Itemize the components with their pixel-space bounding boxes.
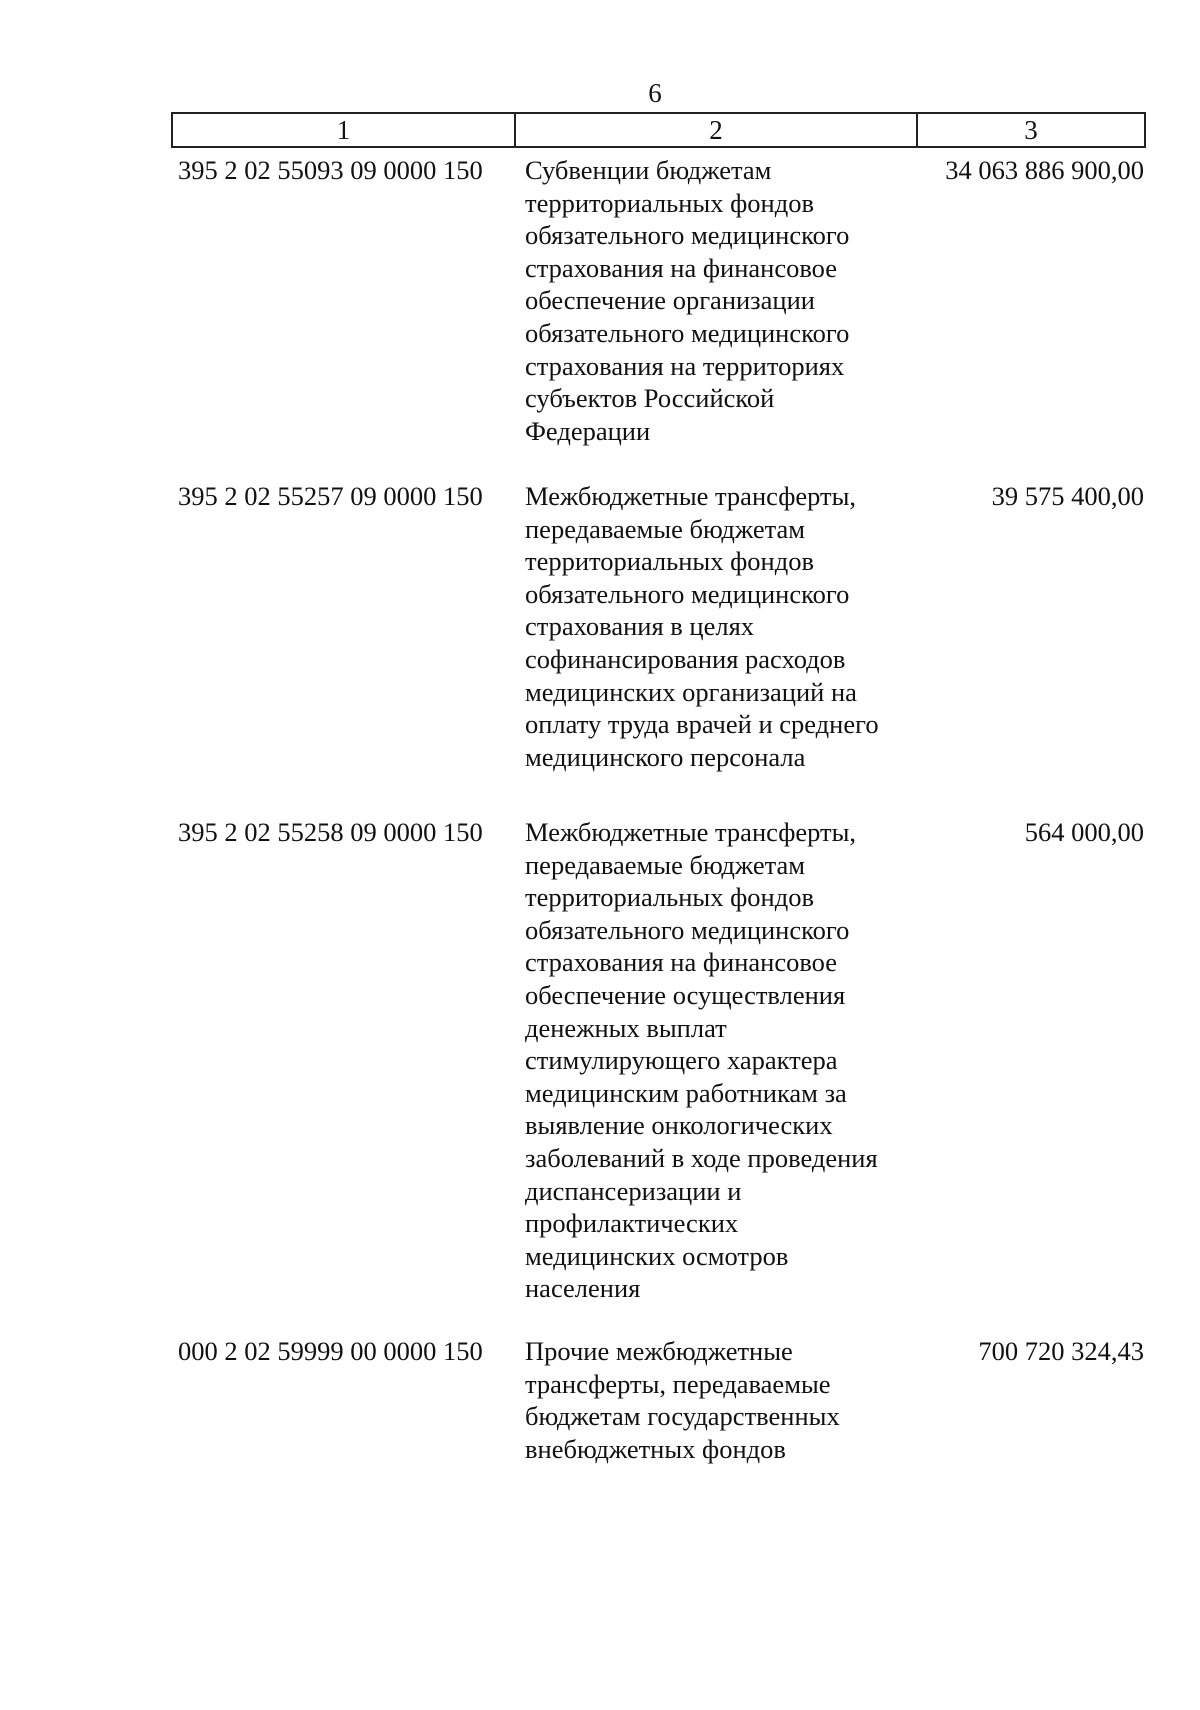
- row-amount: 564 000,00: [1024, 817, 1144, 847]
- description-line: трансферты, передаваемые: [525, 1368, 831, 1399]
- header-col-3: 3: [1024, 115, 1038, 145]
- description-line: субъектов Российской: [525, 383, 775, 414]
- table-row: [171, 1335, 1146, 1495]
- description-line: денежных выплат: [525, 1012, 727, 1043]
- description-line: выявление онкологических: [525, 1110, 833, 1141]
- table-row: [171, 816, 1146, 1335]
- description-line: медицинским работникам за: [525, 1077, 847, 1108]
- row-code: 395 2 02 55093 09 0000 150: [178, 155, 483, 185]
- description-line: передаваемые бюджетам: [525, 513, 806, 544]
- table-row: [171, 154, 1146, 480]
- description-line: территориальных фондов: [525, 882, 814, 913]
- description-line: территориальных фондов: [525, 546, 814, 577]
- row-code: 395 2 02 55258 09 0000 150: [178, 817, 483, 847]
- description-line: Межбюджетные трансферты,: [525, 817, 857, 847]
- description-line: обязательного медицинского: [525, 220, 850, 251]
- page-number: 6: [648, 78, 662, 108]
- row-description: [514, 816, 916, 1335]
- description-line: софинансирования расходов: [525, 643, 846, 674]
- description-line: медицинского персонала: [525, 741, 806, 772]
- description-line: Федерации: [525, 415, 651, 446]
- row-code: 000 2 02 59999 00 0000 150: [178, 1336, 483, 1366]
- description-line: передаваемые бюджетам: [525, 849, 806, 880]
- description-line: заболеваний в ходе проведения: [525, 1142, 878, 1173]
- row-amount: 34 063 886 900,00: [945, 155, 1144, 185]
- description-line: обязательного медицинского: [525, 578, 850, 609]
- description-line: стимулирующего характера: [525, 1045, 838, 1076]
- row-amount: 39 575 400,00: [991, 481, 1144, 511]
- table-body: [171, 154, 1146, 1495]
- description-line: внебюджетных фондов: [525, 1433, 786, 1464]
- description-line: страхования на финансовое: [525, 947, 837, 978]
- row-code: 395 2 02 55257 09 0000 150: [178, 481, 483, 511]
- table-header: [171, 112, 1146, 148]
- row-amount: 700 720 324,43: [978, 1336, 1144, 1366]
- table-row: [171, 480, 1146, 816]
- description-line: страхования в целях: [525, 611, 755, 642]
- header-col-2: 2: [516, 114, 918, 146]
- description-line: обеспечение осуществления: [525, 979, 846, 1010]
- description-line: медицинских осмотров: [525, 1240, 789, 1271]
- description-line: страхования на финансовое: [525, 252, 837, 283]
- description-line: Субвенции бюджетам: [525, 155, 772, 185]
- description-line: медицинских организаций на: [525, 676, 857, 707]
- description-line: Межбюджетные трансферты,: [525, 481, 857, 511]
- description-line: обеспечение организации: [525, 285, 815, 316]
- description-line: диспансеризации и: [525, 1175, 742, 1206]
- description-line: бюджетам государственных: [525, 1401, 840, 1432]
- description-line: населения: [525, 1273, 641, 1304]
- description-line: обязательного медицинского: [525, 317, 850, 348]
- row-description: [514, 1335, 916, 1495]
- description-line: территориальных фондов: [525, 187, 814, 218]
- row-description: [514, 154, 916, 480]
- description-line: оплату труда врачей и среднего: [525, 709, 879, 740]
- description-line: страхования на территориях: [525, 350, 845, 381]
- row-description: [514, 480, 916, 816]
- description-line: Прочие межбюджетные: [525, 1336, 793, 1366]
- header-col-1: 1: [173, 114, 516, 146]
- description-line: обязательного медицинского: [525, 914, 850, 945]
- description-line: профилактических: [525, 1208, 739, 1239]
